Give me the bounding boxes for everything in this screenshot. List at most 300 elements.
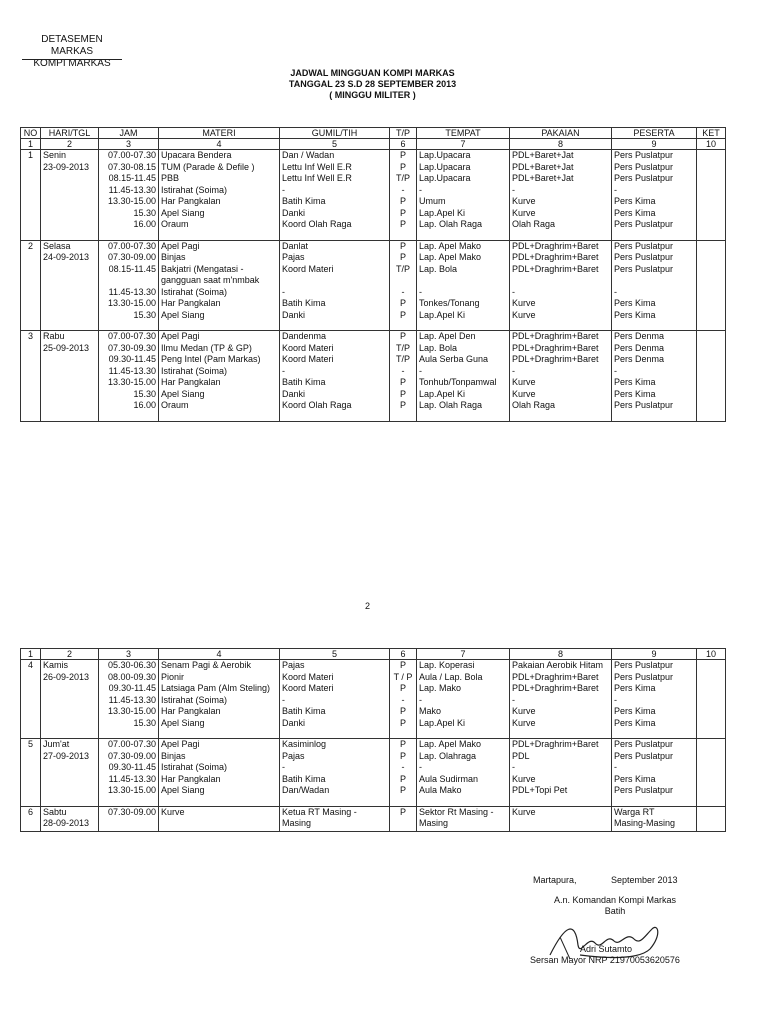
peserta-cell <box>612 150 697 241</box>
tempat-cell-line <box>419 275 507 287</box>
time-cell-line: 07.00-07.30 <box>107 150 156 160</box>
gumil-cell-line <box>282 275 387 287</box>
pakaian-cell-line: PDL+Draghrim+Baret <box>512 252 599 262</box>
day-date <box>41 150 99 241</box>
tempat-cell-line: Lap. Olahraga <box>419 750 477 761</box>
schedule-table-2 <box>20 648 726 832</box>
tempat-cell <box>417 240 510 331</box>
tempat-cell-line: Lap. Apel Den <box>419 331 476 341</box>
signatory-rank: Sersan Mayor NRP 21970053620576 <box>530 955 680 965</box>
gumil-cell-line: Danki <box>282 717 306 728</box>
peserta-cell-line: Pers Puslatpur <box>614 660 674 670</box>
materi-cell-line: Har Pangkalan <box>161 298 221 308</box>
column-number-row-cell: 10 <box>697 139 726 150</box>
gumil-cell-line: Batih Kima <box>282 706 326 716</box>
table-row <box>21 240 726 331</box>
pakaian-cell-line: PDL+Draghrim+Baret <box>512 683 599 693</box>
time-cell-line: 11.45-13.30 <box>108 365 156 376</box>
peserta-cell-line: Pers Kima <box>614 298 656 308</box>
day-number: 3 <box>21 331 41 422</box>
pakaian-cell-line: Pakaian Aerobik Hitam <box>512 660 604 670</box>
pakaian-cell-line: PDL+Baret+Jat <box>512 161 574 172</box>
pakaian-cell-line: PDL <box>512 750 530 761</box>
peserta-cell-line: Masing-Masing <box>614 818 676 828</box>
column-number-row-cell: 4 <box>159 649 280 660</box>
gumil-cell-line: Masing <box>282 818 312 828</box>
time-cell-line: 07.30-09.00 <box>107 750 156 761</box>
tempat-cell-line: Lap. Olah Raga <box>419 219 483 229</box>
materi-cell-line: Har Pangkalan <box>161 706 221 716</box>
column-number-row-cell: 7 <box>417 139 510 150</box>
peserta-cell-line: - <box>614 762 617 772</box>
tp-cell-line: P <box>399 773 406 784</box>
materi-cell-line: Har Pangkalan <box>161 196 221 206</box>
time-cell-line: 07.30-08.15 <box>107 161 156 172</box>
tp-cell-line: P <box>399 219 406 229</box>
time-cell-line: 15.30 <box>133 309 156 320</box>
materi-cell-line: Apel Siang <box>161 207 205 218</box>
peserta-cell-line: Pers Kima <box>614 706 656 716</box>
materi-cell-line: Istirahat (Soima) <box>161 184 228 195</box>
column-number-row-cell: 1 <box>21 649 41 660</box>
tempat-cell-line: Mako <box>419 706 442 716</box>
gumil-cell-line: Ketua RT Masing - <box>282 806 357 817</box>
column-number-row-cell: 4 <box>159 139 280 150</box>
column-number-row-cell: 7 <box>417 649 510 660</box>
peserta-cell-line: Pers Puslatpur <box>614 400 674 410</box>
pakaian-cell-line: PDL+Draghrim+Baret <box>512 342 599 353</box>
gumil-cell-line: Koord Materi <box>282 263 334 274</box>
materi-cell-line: Istirahat (Soima) <box>161 762 228 772</box>
peserta-cell-line: Pers Puslatpur <box>614 739 674 749</box>
peserta-cell-line: Pers Puslatpur <box>614 219 674 229</box>
tp-cell-line: P <box>399 739 406 749</box>
gumil-cell-line: Pajas <box>282 660 305 670</box>
time-cell-line <box>101 275 156 287</box>
time-cell-line: 13.30-15.00 <box>107 377 156 387</box>
materi-cell-line: Apel Pagi <box>161 739 200 749</box>
title-line1: JADWAL MINGGUAN KOMPI MARKAS <box>290 68 455 78</box>
tempat-cell-line: - <box>419 694 422 705</box>
tempat-cell-line: Lap. Bola <box>419 263 458 274</box>
org-underline <box>22 59 122 60</box>
title-line3: ( MINGGU MILITER ) <box>329 90 416 100</box>
materi-cell-line: Peng Intel (Pam Markas) <box>161 354 261 364</box>
peserta-cell-line: Pers Puslatpur <box>614 750 674 761</box>
tp-cell-line: - <box>401 694 405 705</box>
tempat-cell-line: Umum <box>419 196 446 206</box>
materi-cell <box>159 806 280 831</box>
column-number-row-cell: 5 <box>280 649 390 660</box>
header-row-cell: KET <box>697 128 726 139</box>
tempat-cell-line: Lap.Apel Ki <box>419 207 466 218</box>
tp-cell-line: - <box>401 365 405 376</box>
peserta-cell-line: Pers Puslatpur <box>614 173 674 183</box>
time-cell-line: 09.30-11.45 <box>108 683 156 693</box>
table-row <box>21 739 726 807</box>
tp-cell <box>390 331 417 422</box>
materi-cell-line: Apel Siang <box>161 309 205 320</box>
gumil-cell <box>280 660 390 739</box>
tp-cell-line: T/P <box>395 342 410 353</box>
gumil-cell-line: Danki <box>282 388 306 399</box>
org-header <box>22 34 122 70</box>
header-row-cell: PAKAIAN <box>510 128 612 139</box>
ket-cell <box>697 739 726 807</box>
gumil-cell-line: - <box>282 184 285 195</box>
time-cell-line: 07.30-09.00 <box>107 252 156 262</box>
tempat-cell-line: Lap.Upacara <box>419 161 471 172</box>
materi-cell <box>159 660 280 739</box>
tempat-cell-line: - <box>419 286 422 297</box>
pakaian-cell-line: PDL+Baret+Jat <box>512 173 574 183</box>
time-cell <box>99 660 159 739</box>
peserta-cell-line: - <box>614 365 617 376</box>
gumil-cell-line: Koord Olah Raga <box>282 400 352 410</box>
peserta-cell-line: Pers Puslatpur <box>614 240 674 251</box>
ket-cell <box>697 660 726 739</box>
pakaian-cell <box>510 660 612 739</box>
tempat-cell-line: Tonhub/Tonpamwal <box>419 377 497 387</box>
gumil-cell-line: Lettu Inf Well E.R <box>282 161 352 172</box>
time-cell-line: 07.00-07.30 <box>107 331 156 341</box>
tp-cell <box>390 739 417 807</box>
gumil-cell-line: Lettu Inf Well E.R <box>282 173 352 183</box>
day-date-line: Jum'at <box>43 739 70 749</box>
gumil-cell <box>280 150 390 241</box>
peserta-cell-line: Pers Denma <box>614 342 665 353</box>
pakaian-cell-line: PDL+Draghrim+Baret <box>512 263 599 274</box>
tp-cell-line: P <box>399 161 406 172</box>
tempat-cell-line: Lap. Apel Mako <box>419 252 482 262</box>
pakaian-cell <box>510 240 612 331</box>
peserta-cell-line: Pers Puslatpur <box>614 263 674 274</box>
peserta-cell-line: Warga RT <box>614 806 655 817</box>
tempat-cell-line: Aula Serba Guna <box>419 354 489 364</box>
day-date-line: 25-09-2013 <box>43 342 90 353</box>
materi-cell-line: Kurve <box>161 806 185 817</box>
peserta-cell-line: Pers Puslatpur <box>614 785 674 795</box>
peserta-cell-line: Pers Puslatpur <box>614 161 674 172</box>
gumil-cell <box>280 331 390 422</box>
tempat-cell-line: Lap. Koperasi <box>419 660 475 670</box>
tp-cell-line: T/P <box>395 263 410 274</box>
tp-cell-line: P <box>399 331 406 341</box>
gumil-cell <box>280 240 390 331</box>
materi-cell-line: Apel Siang <box>161 717 205 728</box>
materi-cell-line: Apel Pagi <box>161 240 200 251</box>
header-row-cell: HARI/TGL <box>41 128 99 139</box>
gumil-cell-line: Batih Kima <box>282 196 326 206</box>
tp-cell <box>390 806 417 831</box>
materi-cell-line: PBB <box>161 173 180 183</box>
time-cell-line: 16.00 <box>133 400 156 410</box>
pakaian-cell-line: PDL+Draghrim+Baret <box>512 671 599 682</box>
column-number-row-cell: 3 <box>99 139 159 150</box>
ket-cell <box>697 331 726 422</box>
gumil-cell-line: - <box>282 762 285 772</box>
day-number: 4 <box>21 660 41 739</box>
tp-cell-line: T/P <box>395 354 410 364</box>
time-cell-line: 09.30-11.45 <box>108 354 156 364</box>
time-cell-line: 07.00-07.30 <box>107 739 156 749</box>
day-number: 6 <box>21 806 41 831</box>
tp-cell-line: P <box>399 252 406 262</box>
header-row <box>21 128 726 139</box>
header-row-cell: PESERTA <box>612 128 697 139</box>
gumil-cell-line: - <box>282 365 285 376</box>
tp-cell-line: P <box>399 750 406 761</box>
pakaian-cell-line: PDL+Draghrim+Baret <box>512 331 599 341</box>
org-line1: DETASEMEN MARKAS <box>41 34 103 57</box>
peserta-cell-line: Pers Puslatpur <box>614 252 674 262</box>
time-cell-line: 11.45-13.30 <box>108 773 156 784</box>
pakaian-cell-line: Kurve <box>512 196 536 206</box>
column-number-row-cell: 6 <box>390 649 417 660</box>
tempat-cell-line: Aula Sudirman <box>419 773 479 784</box>
peserta-cell-line: Pers Kima <box>614 207 656 218</box>
peserta-cell <box>612 739 697 807</box>
gumil-cell-line: - <box>282 694 285 705</box>
materi-cell-line: Apel Pagi <box>161 331 200 341</box>
gumil-cell-line: Batih Kima <box>282 298 326 308</box>
document-title <box>200 68 545 101</box>
gumil-cell-line: Batih Kima <box>282 377 326 387</box>
pakaian-cell-line: Kurve <box>512 773 536 784</box>
time-cell-line: 13.30-15.00 <box>107 785 156 795</box>
tempat-cell-line: Lap.Apel Ki <box>419 717 466 728</box>
materi-cell-line: TUM (Parade & Defile ) <box>161 161 255 172</box>
tp-cell-line: P <box>399 240 406 251</box>
time-cell-line: 08.15-11.45 <box>108 263 156 274</box>
gumil-cell <box>280 739 390 807</box>
column-number-row-cell: 6 <box>390 139 417 150</box>
pakaian-cell-line: PDL+Draghrim+Baret <box>512 739 599 749</box>
gumil-cell-line: Koord Materi <box>282 671 334 682</box>
pakaian-cell <box>510 806 612 831</box>
day-date-line: Rabu <box>43 331 65 341</box>
tp-cell-line: P <box>399 207 406 218</box>
tempat-cell <box>417 150 510 241</box>
tempat-cell-line: Masing <box>419 818 449 828</box>
header-row-cell: TEMPAT <box>417 128 510 139</box>
materi-cell-line: Har Pangkalan <box>161 773 221 784</box>
column-number-row <box>21 139 726 150</box>
signature-line1: A.n. Komandan Kompi Markas <box>553 895 677 905</box>
peserta-cell-line: - <box>614 286 617 297</box>
pakaian-cell <box>510 150 612 241</box>
materi-cell-line: Istirahat (Soima) <box>161 694 228 705</box>
gumil-cell-line: Koord Olah Raga <box>282 219 352 229</box>
tp-cell-line: P <box>399 377 406 387</box>
pakaian-cell-line: Kurve <box>512 298 536 308</box>
materi-cell-line: Apel Siang <box>161 388 205 399</box>
pakaian-cell-line <box>512 818 609 830</box>
column-number-row-cell: 3 <box>99 649 159 660</box>
table-row <box>21 806 726 831</box>
time-cell-line: 15.30 <box>133 717 156 728</box>
pakaian-cell-line: Kurve <box>512 309 536 320</box>
day-date-line: 23-09-2013 <box>43 161 90 172</box>
tp-cell-line: P <box>399 400 406 410</box>
peserta-cell <box>612 806 697 831</box>
time-cell <box>99 331 159 422</box>
peserta-cell-line: Pers Kima <box>614 717 656 728</box>
signature-place: Martapura, <box>533 875 577 885</box>
tempat-cell-line: - <box>419 184 422 195</box>
pakaian-cell-line: PDL+Topi Pet <box>512 785 568 795</box>
tempat-cell-line: Aula / Lap. Bola <box>419 671 483 682</box>
day-date <box>41 806 99 831</box>
materi-cell <box>159 739 280 807</box>
column-number-row-cell: 8 <box>510 139 612 150</box>
tp-cell-line: P <box>399 660 406 670</box>
pakaian-cell-line: Kurve <box>512 377 536 387</box>
pakaian-cell-line: - <box>512 286 515 297</box>
materi-cell-line: gangguan saat m'nmbak <box>161 275 260 285</box>
pakaian-cell-line: Olah Raga <box>512 219 556 229</box>
time-cell-line: 07.00-07.30 <box>107 240 156 251</box>
peserta-cell-line: Pers Kima <box>614 388 656 399</box>
time-cell-line: 09.30-11.45 <box>108 762 156 772</box>
time-cell-line <box>101 818 156 830</box>
header-row-cell: MATERI <box>159 128 280 139</box>
tp-cell-line: P <box>399 196 406 206</box>
tp-cell-line: P <box>399 388 406 399</box>
gumil-cell-line: Koord Materi <box>282 342 334 353</box>
tp-cell-line: P <box>399 706 406 716</box>
time-cell-line: 15.30 <box>133 388 156 399</box>
tempat-cell <box>417 806 510 831</box>
gumil-cell-line: - <box>282 286 285 297</box>
gumil-cell-line: Danki <box>282 207 306 218</box>
gumil-cell-line: Koord Materi <box>282 354 334 364</box>
org-line2: KOMPI MARKAS <box>33 58 111 69</box>
tempat-cell-line: - <box>419 365 422 376</box>
materi-cell-line: Istirahat (Soima) <box>161 286 228 297</box>
column-number-row-cell: 9 <box>612 139 697 150</box>
tp-cell <box>390 660 417 739</box>
signatory-name: Adri Sutamto <box>580 944 633 954</box>
day-date-line: 24-09-2013 <box>43 252 90 262</box>
tp-cell-line: P <box>399 683 406 693</box>
signature-title <box>520 895 710 917</box>
materi-cell-line: Istirahat (Soima) <box>161 365 228 376</box>
pakaian-cell-line: - <box>512 694 515 705</box>
time-cell-line: 08.00-09.30 <box>107 671 156 682</box>
day-date <box>41 240 99 331</box>
header-row-cell: NO <box>21 128 41 139</box>
peserta-cell-line: Pers Denma <box>614 331 665 341</box>
materi-cell-line: Bakjatri (Mengatasi - <box>161 263 244 274</box>
peserta-cell-line: Pers Kima <box>614 683 656 693</box>
tempat-cell-line: Lap. Mako <box>419 683 462 693</box>
day-number: 5 <box>21 739 41 807</box>
day-date-line: 27-09-2013 <box>43 750 90 761</box>
column-number-row-cell: 5 <box>280 139 390 150</box>
tp-cell <box>390 150 417 241</box>
pakaian-cell-line: - <box>512 762 515 772</box>
table-row <box>21 150 726 241</box>
signature-line2: Batih <box>604 906 626 916</box>
gumil-cell-line: Koord Materi <box>282 683 334 693</box>
tempat-cell <box>417 660 510 739</box>
pakaian-cell <box>510 331 612 422</box>
materi-cell-line: Ilmu Medan (TP & GP) <box>161 342 252 353</box>
pakaian-cell-line: PDL+Draghrim+Baret <box>512 354 599 364</box>
pakaian-cell-line: Kurve <box>512 806 536 817</box>
time-cell-line: 13.30-15.00 <box>107 706 156 716</box>
tp-cell-line: P <box>399 309 406 320</box>
peserta-cell-line: Pers Kima <box>614 377 656 387</box>
tempat-cell-line: Lap. Apel Mako <box>419 739 482 749</box>
peserta-cell-line: Pers Puslatpur <box>614 671 674 682</box>
tp-cell-line: - <box>401 762 405 772</box>
gumil-cell-line: Pajas <box>282 750 305 761</box>
time-cell-line: 16.00 <box>133 219 156 229</box>
time-cell <box>99 240 159 331</box>
day-date-line: Selasa <box>43 240 71 251</box>
tempat-cell-line: Lap. Olah Raga <box>419 400 483 410</box>
pakaian-cell-line: Kurve <box>512 207 536 218</box>
tp-cell-line: P <box>399 806 406 817</box>
time-cell <box>99 150 159 241</box>
time-cell <box>99 739 159 807</box>
header-row-cell: JAM <box>99 128 159 139</box>
pakaian-cell-line <box>512 275 609 287</box>
tp-cell-line: - <box>401 184 405 195</box>
pakaian-cell-line: Kurve <box>512 706 536 716</box>
time-cell-line: 07.30-09.00 <box>107 806 156 817</box>
time-cell-line: 11.45-13.30 <box>108 694 156 705</box>
day-date-line: 28-09-2013 <box>43 818 90 828</box>
peserta-cell-line: - <box>614 694 617 705</box>
materi-cell <box>159 331 280 422</box>
materi-cell-line: Senam Pagi & Aerobik <box>161 660 252 670</box>
time-cell-line: 11.45-13.30 <box>108 184 156 195</box>
tempat-cell-line: - <box>419 762 422 772</box>
tp-cell-line <box>392 818 414 830</box>
day-date <box>41 331 99 422</box>
tempat-cell-line: Lap.Upacara <box>419 150 471 160</box>
day-date-line: Sabtu <box>43 806 67 817</box>
ket-cell <box>697 150 726 241</box>
tp-cell-line: P <box>399 717 406 728</box>
pakaian-cell-line: Olah Raga <box>512 400 556 410</box>
tp-cell-line: T / P <box>393 671 413 682</box>
tempat-cell-line: Sektor Rt Masing - <box>419 806 494 817</box>
pakaian-cell-line: PDL+Draghrim+Baret <box>512 240 599 251</box>
time-cell-line: 11.45-13.30 <box>108 286 156 297</box>
tempat-cell-line: Tonkes/Tonang <box>419 298 480 308</box>
gumil-cell-line: Danlat <box>282 240 309 251</box>
column-number-row-cell: 8 <box>510 649 612 660</box>
peserta-cell <box>612 660 697 739</box>
column-number-row-cell: 2 <box>41 649 99 660</box>
tempat-cell-line: Lap.Upacara <box>419 173 471 183</box>
tempat-cell-line: Lap. Bola <box>419 342 458 353</box>
title-line2: TANGGAL 23 S.D 28 SEPTEMBER 2013 <box>288 79 457 89</box>
time-cell-line: 13.30-15.00 <box>107 298 156 308</box>
time-cell-line: 08.15-11.45 <box>108 173 156 183</box>
column-number-row-cell: 1 <box>21 139 41 150</box>
time-cell-line: 05.30-06.30 <box>107 660 156 670</box>
tp-cell-line: P <box>399 785 406 795</box>
peserta-cell <box>612 331 697 422</box>
materi-cell-line: Latsiaga Pam (Alm Steling) <box>161 683 271 693</box>
column-number-row <box>21 649 726 660</box>
pakaian-cell-line: - <box>512 184 515 195</box>
